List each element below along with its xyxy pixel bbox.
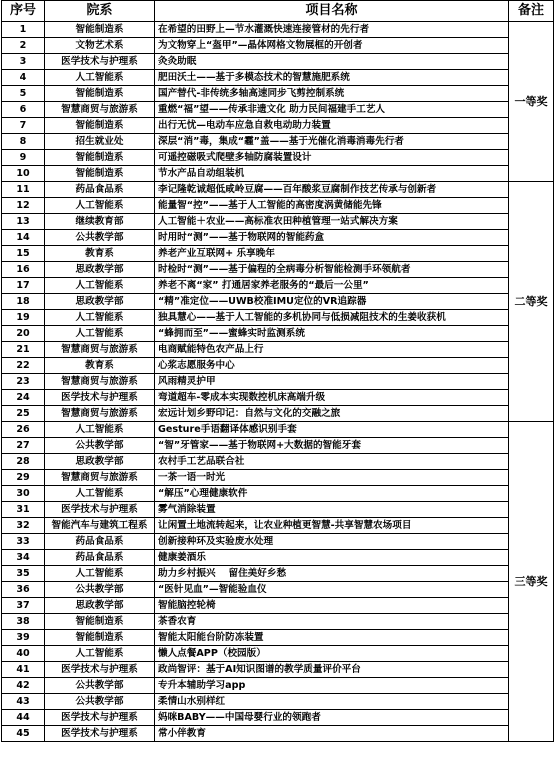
row-dept: 医学技术与护理系 [45, 390, 155, 406]
row-project: 懒人点餐APP（校园版） [155, 646, 509, 662]
table-row [2, 422, 554, 438]
row-index: 16 [2, 262, 45, 278]
table-row [2, 102, 554, 118]
row-dept: 人工智能系 [45, 326, 155, 342]
row-index: 31 [2, 502, 45, 518]
row-project: 养老不离“家” 打通居家养老服务的“最后一公里” [155, 278, 509, 294]
header-project: 项目名称 [155, 1, 509, 22]
row-index: 2 [2, 38, 45, 54]
row-dept: 思政教学部 [45, 262, 155, 278]
row-index: 19 [2, 310, 45, 326]
row-index: 22 [2, 358, 45, 374]
row-index: 38 [2, 614, 45, 630]
row-index: 44 [2, 710, 45, 726]
row-index: 8 [2, 134, 45, 150]
row-dept: 智慧商贸与旅游系 [45, 406, 155, 422]
table-row [2, 662, 554, 678]
row-index: 29 [2, 470, 45, 486]
row-project: 智能脑控轮椅 [155, 598, 509, 614]
row-dept: 医学技术与护理系 [45, 54, 155, 70]
row-dept: 思政教学部 [45, 454, 155, 470]
table-row [2, 182, 554, 198]
table-row [2, 486, 554, 502]
table-row [2, 646, 554, 662]
row-project: 政尚智评：基于AI知识图谱的教学质量评价平台 [155, 662, 509, 678]
table-row [2, 518, 554, 534]
table-row [2, 70, 554, 86]
award-first-cell: 一等奖 [509, 22, 554, 182]
row-project: 能量智“控”——基于人工智能的高密度涡黄储能先锋 [155, 198, 509, 214]
row-index: 3 [2, 54, 45, 70]
table-row [2, 630, 554, 646]
table-row [2, 230, 554, 246]
row-project: 常小伴教育 [155, 726, 509, 742]
row-project: 时检时“测”——基于偏程的全病毒分析智能检测手环领航者 [155, 262, 509, 278]
row-project: 出行无忧—电动车应急自救电动助力装置 [155, 118, 509, 134]
row-dept: 教育系 [45, 358, 155, 374]
row-project: 李记隆乾诚超低咸岭豆腐——百年酸浆豆腐制作技艺传承与创新者 [155, 182, 509, 198]
row-project: 独具慧心——基于人工智能的多机协同与低损减阻技术的生姜收获机 [155, 310, 509, 326]
table-row [2, 86, 554, 102]
row-project: “智”牙管家——基于物联网+大数据的智能牙套 [155, 438, 509, 454]
row-dept: 医学技术与护理系 [45, 726, 155, 742]
row-dept: 智能制造系 [45, 22, 155, 38]
row-index: 18 [2, 294, 45, 310]
header-index: 序号 [2, 1, 45, 22]
row-index: 20 [2, 326, 45, 342]
row-project: 国产替代-非传统多轴高速同步飞剪控制系统 [155, 86, 509, 102]
row-dept: 智能制造系 [45, 118, 155, 134]
table-row [2, 166, 554, 182]
row-index: 43 [2, 694, 45, 710]
table-row [2, 454, 554, 470]
table-row [2, 326, 554, 342]
row-dept: 公共教学部 [45, 230, 155, 246]
row-dept: 人工智能系 [45, 310, 155, 326]
row-project: 时用时“测”——基于物联网的智能药盒 [155, 230, 509, 246]
header-note: 备注 [509, 1, 554, 22]
row-index: 28 [2, 454, 45, 470]
row-index: 26 [2, 422, 45, 438]
row-project: 智能太阳能台阶防冻装置 [155, 630, 509, 646]
row-dept: 医学技术与护理系 [45, 710, 155, 726]
row-dept: 公共教学部 [45, 582, 155, 598]
row-project: 农村手工艺品联合社 [155, 454, 509, 470]
row-index: 1 [2, 22, 45, 38]
row-project: Gesture手语翻译体感识别手套 [155, 422, 509, 438]
row-project: 专升本辅助学习app [155, 678, 509, 694]
row-project: 健康姜酒乐 [155, 550, 509, 566]
row-dept: 智能制造系 [45, 630, 155, 646]
table-row [2, 22, 554, 38]
row-dept: 公共教学部 [45, 694, 155, 710]
row-index: 34 [2, 550, 45, 566]
award-table [1, 0, 554, 742]
row-index: 32 [2, 518, 45, 534]
row-project: 为文物穿上“盔甲”—晶体网格文物展框的开创者 [155, 38, 509, 54]
row-index: 45 [2, 726, 45, 742]
table-row [2, 502, 554, 518]
table-row [2, 374, 554, 390]
row-dept: 药品食品系 [45, 550, 155, 566]
table-row [2, 726, 554, 742]
row-project: 重燃“福”望——传承非遗文化 助力民间福建手工艺人 [155, 102, 509, 118]
table-row [2, 262, 554, 278]
row-index: 36 [2, 582, 45, 598]
table-row [2, 582, 554, 598]
row-project: 茶香农育 [155, 614, 509, 630]
row-project: “蜂拥而至”——蜜蜂实时监测系统 [155, 326, 509, 342]
row-project: 养老产业互联网+ 乐享晚年 [155, 246, 509, 262]
row-dept: 智能制造系 [45, 166, 155, 182]
row-index: 39 [2, 630, 45, 646]
table-row [2, 310, 554, 326]
row-index: 35 [2, 566, 45, 582]
table-row [2, 118, 554, 134]
table-row [2, 294, 554, 310]
row-index: 42 [2, 678, 45, 694]
row-project: 雾气消除装置 [155, 502, 509, 518]
table-row [2, 694, 554, 710]
table-row [2, 198, 554, 214]
row-dept: 智能制造系 [45, 614, 155, 630]
row-index: 27 [2, 438, 45, 454]
header-row [2, 1, 554, 22]
row-dept: 人工智能系 [45, 486, 155, 502]
table-row [2, 614, 554, 630]
row-index: 15 [2, 246, 45, 262]
row-index: 10 [2, 166, 45, 182]
row-index: 40 [2, 646, 45, 662]
row-project: 灸灸助眠 [155, 54, 509, 70]
row-project: 在希望的田野上—节水灌溉快速连接管材的先行者 [155, 22, 509, 38]
table-row [2, 358, 554, 374]
row-index: 23 [2, 374, 45, 390]
table-row [2, 710, 554, 726]
row-dept: 继续教育部 [45, 214, 155, 230]
row-index: 11 [2, 182, 45, 198]
row-dept: 药品食品系 [45, 182, 155, 198]
row-dept: 思政教学部 [45, 598, 155, 614]
table-row [2, 470, 554, 486]
table-row [2, 214, 554, 230]
award-third-cell: 三等奖 [509, 422, 554, 742]
row-index: 30 [2, 486, 45, 502]
row-index: 5 [2, 86, 45, 102]
table-body [2, 22, 554, 742]
row-dept: 人工智能系 [45, 198, 155, 214]
row-project: 风雨精灵护甲 [155, 374, 509, 390]
row-index: 21 [2, 342, 45, 358]
row-dept: 人工智能系 [45, 566, 155, 582]
row-index: 13 [2, 214, 45, 230]
row-dept: 人工智能系 [45, 70, 155, 86]
row-project: 肥田沃土——基于多模态技术的智慧施肥系统 [155, 70, 509, 86]
row-dept: 智能制造系 [45, 150, 155, 166]
row-project: 深层“消”毒，集成“霾”盖——基于光催化消毒消毒先行者 [155, 134, 509, 150]
row-project: “解压”心理健康软件 [155, 486, 509, 502]
row-project: 可遥控磁吸式爬壁多轴防腐装置设计 [155, 150, 509, 166]
row-index: 12 [2, 198, 45, 214]
row-project: 柔情山水别样红 [155, 694, 509, 710]
table-row [2, 598, 554, 614]
table-row [2, 134, 554, 150]
row-index: 14 [2, 230, 45, 246]
row-project: 助力乡村振兴 留住美好乡愁 [155, 566, 509, 582]
row-project: 创新接种环及实验废水处理 [155, 534, 509, 550]
row-project: “精”准定位——UWB校准IMU定位的VR追踪器 [155, 294, 509, 310]
row-dept: 公共教学部 [45, 678, 155, 694]
row-project: 宏远计划乡野印记：自然与文化的交融之旅 [155, 406, 509, 422]
row-index: 17 [2, 278, 45, 294]
row-index: 24 [2, 390, 45, 406]
table-row [2, 54, 554, 70]
table-row [2, 438, 554, 454]
row-dept: 药品食品系 [45, 534, 155, 550]
row-dept: 智能制造系 [45, 86, 155, 102]
row-dept: 医学技术与护理系 [45, 502, 155, 518]
row-index: 33 [2, 534, 45, 550]
row-index: 6 [2, 102, 45, 118]
row-index: 4 [2, 70, 45, 86]
table-row [2, 534, 554, 550]
row-project: 人工智能＋农业——高标准农田种植管理一站式解决方案 [155, 214, 509, 230]
row-project: 节水产品自动组装机 [155, 166, 509, 182]
row-dept: 智慧商贸与旅游系 [45, 374, 155, 390]
row-index: 41 [2, 662, 45, 678]
row-project: 心浆志愿服务中心 [155, 358, 509, 374]
row-dept: 文物艺术系 [45, 38, 155, 54]
row-project: “医针见血”—智能验血仪 [155, 582, 509, 598]
row-dept: 人工智能系 [45, 646, 155, 662]
row-index: 7 [2, 118, 45, 134]
row-dept: 医学技术与护理系 [45, 662, 155, 678]
table-row [2, 566, 554, 582]
award-second-cell: 二等奖 [509, 182, 554, 422]
row-dept: 人工智能系 [45, 422, 155, 438]
table-row [2, 342, 554, 358]
row-dept: 智慧商贸与旅游系 [45, 102, 155, 118]
table-row [2, 150, 554, 166]
table-row [2, 406, 554, 422]
row-project: 电商赋能特色农产品上行 [155, 342, 509, 358]
table-row [2, 278, 554, 294]
table-row [2, 390, 554, 406]
row-dept: 教育系 [45, 246, 155, 262]
row-index: 9 [2, 150, 45, 166]
row-dept: 招生就业处 [45, 134, 155, 150]
row-dept: 智能汽车与建筑工程系 [45, 518, 155, 534]
row-dept: 智慧商贸与旅游系 [45, 342, 155, 358]
row-index: 25 [2, 406, 45, 422]
row-project: 妈咪BABY——中国母婴行业的领跑者 [155, 710, 509, 726]
row-dept: 智慧商贸与旅游系 [45, 470, 155, 486]
row-project: 弯道超车-零成本实现数控机床高端升级 [155, 390, 509, 406]
row-project: 让闲置土地流转起来，让农业种植更智慧-共享智慧农场项目 [155, 518, 509, 534]
row-project: 一茶一语一时光 [155, 470, 509, 486]
row-dept: 人工智能系 [45, 278, 155, 294]
row-dept: 思政教学部 [45, 294, 155, 310]
table-row [2, 246, 554, 262]
row-dept: 公共教学部 [45, 438, 155, 454]
table-row [2, 550, 554, 566]
table-row [2, 678, 554, 694]
row-index: 37 [2, 598, 45, 614]
table-row [2, 38, 554, 54]
header-dept: 院系 [45, 1, 155, 22]
